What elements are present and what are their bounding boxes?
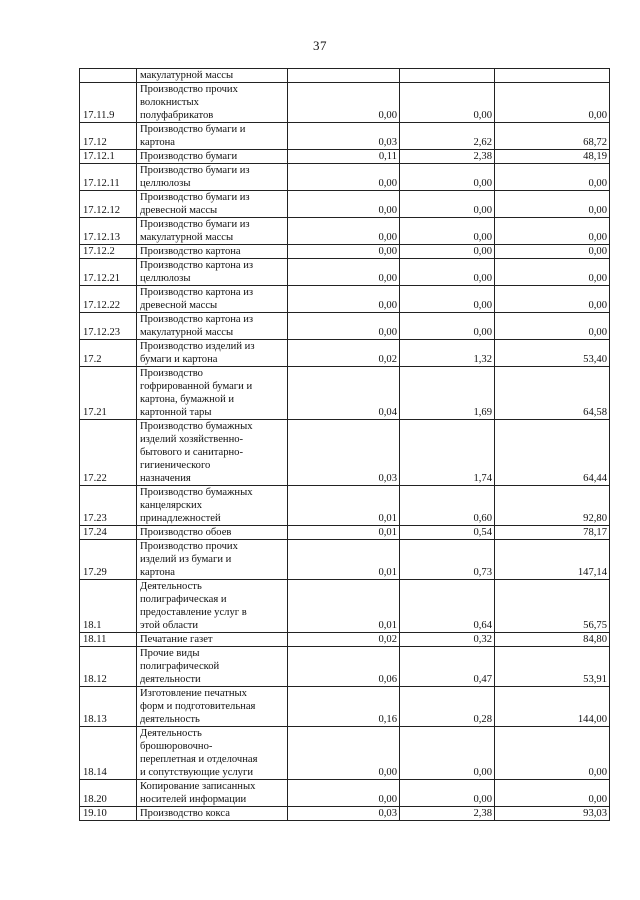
row-code	[80, 69, 137, 83]
row-value-3: 53,91	[495, 647, 610, 687]
row-value-2: 0,64	[400, 580, 495, 633]
row-value-2: 0,00	[400, 218, 495, 245]
row-value-1	[288, 69, 400, 83]
row-code: 17.23	[80, 486, 137, 526]
activity-name-line: Производство	[140, 368, 203, 379]
row-value-1: 0,00	[288, 218, 400, 245]
row-value-1: 0,00	[288, 727, 400, 780]
row-value-2: 2,38	[400, 150, 495, 164]
row-activity-name	[137, 191, 288, 218]
activity-name-line: Деятельность	[140, 728, 202, 739]
row-value-1: 0,00	[288, 245, 400, 259]
activity-name-line: макулатурной массы	[140, 70, 234, 81]
activity-name-line: Производство кокса	[140, 808, 230, 819]
activity-name-line: картона, бумажной и	[140, 394, 235, 405]
table-row	[80, 687, 610, 727]
activity-name-line: этой области	[140, 620, 199, 631]
row-code: 18.11	[80, 633, 137, 647]
row-value-2: 1,69	[400, 367, 495, 420]
activity-name-line: Производство бумажных	[140, 487, 253, 498]
row-activity-name	[137, 807, 288, 821]
table-row	[80, 633, 610, 647]
row-code: 17.21	[80, 367, 137, 420]
table-row	[80, 580, 610, 633]
row-code: 18.1	[80, 580, 137, 633]
table-row	[80, 218, 610, 245]
row-code: 17.12.21	[80, 259, 137, 286]
activity-name-line: гигиенического	[140, 460, 211, 471]
table-row	[80, 727, 610, 780]
activity-name-line: макулатурной массы	[140, 232, 234, 243]
row-code: 18.20	[80, 780, 137, 807]
activity-name-line: Производство обоев	[140, 527, 232, 538]
row-value-2: 0,00	[400, 83, 495, 123]
table-row	[80, 123, 610, 150]
activity-name-line: целлюлозы	[140, 273, 191, 284]
table-row	[80, 83, 610, 123]
row-value-1: 0,01	[288, 526, 400, 540]
row-value-1: 0,01	[288, 580, 400, 633]
row-value-2: 0,60	[400, 486, 495, 526]
row-activity-name	[137, 83, 288, 123]
activity-name-line: бумаги и картона	[140, 354, 218, 365]
row-activity-name	[137, 687, 288, 727]
table-row	[80, 245, 610, 259]
row-value-2: 0,00	[400, 191, 495, 218]
activity-name-line: Производство картона	[140, 246, 241, 257]
activity-name-line: и сопутствующие услуги	[140, 767, 253, 778]
activity-name-line: назначения	[140, 473, 191, 484]
row-activity-name	[137, 164, 288, 191]
activity-name-line: Прочие виды	[140, 648, 200, 659]
activity-name-line: брошюровочно-	[140, 741, 213, 752]
activity-name-line: Производство картона из	[140, 287, 254, 298]
row-value-2: 1,32	[400, 340, 495, 367]
row-code: 17.2	[80, 340, 137, 367]
row-value-2: 2,38	[400, 807, 495, 821]
row-value-3: 78,17	[495, 526, 610, 540]
activity-name-line: Изготовление печатных	[140, 688, 247, 699]
table-row	[80, 647, 610, 687]
row-activity-name	[137, 486, 288, 526]
row-value-3: 0,00	[495, 218, 610, 245]
row-value-3: 64,44	[495, 420, 610, 486]
row-value-1: 0,03	[288, 123, 400, 150]
row-value-1: 0,00	[288, 313, 400, 340]
activity-name-line: деятельности	[140, 674, 201, 685]
activity-name-line: Производство картона из	[140, 260, 254, 271]
row-code: 17.12.1	[80, 150, 137, 164]
activity-name-line: Производство изделий из	[140, 341, 255, 352]
row-value-3: 0,00	[495, 259, 610, 286]
activity-name-line: деятельность	[140, 714, 200, 725]
row-value-2: 0,00	[400, 780, 495, 807]
activity-name-line: канцелярских	[140, 500, 203, 511]
row-code: 17.24	[80, 526, 137, 540]
row-code: 17.12.11	[80, 164, 137, 191]
table-row	[80, 486, 610, 526]
table-row	[80, 526, 610, 540]
row-value-3: 48,19	[495, 150, 610, 164]
row-activity-name	[137, 580, 288, 633]
row-activity-name	[137, 259, 288, 286]
row-value-1: 0,00	[288, 259, 400, 286]
row-code: 17.12.22	[80, 286, 137, 313]
activity-name-line: полиграфическая и	[140, 594, 227, 605]
row-value-3: 68,72	[495, 123, 610, 150]
row-activity-name	[137, 340, 288, 367]
row-activity-name	[137, 633, 288, 647]
row-value-2: 0,00	[400, 259, 495, 286]
row-value-2: 0,47	[400, 647, 495, 687]
activity-name-line: Производство бумаги из	[140, 219, 250, 230]
row-value-3: 0,00	[495, 780, 610, 807]
activity-name-line: Производство картона из	[140, 314, 254, 325]
activity-name-line: носителей информации	[140, 794, 247, 805]
row-activity-name	[137, 150, 288, 164]
table-row	[80, 540, 610, 580]
row-value-1: 0,16	[288, 687, 400, 727]
row-value-1: 0,11	[288, 150, 400, 164]
activity-name-line: предоставление услуг в	[140, 607, 247, 618]
table-row	[80, 164, 610, 191]
row-activity-name	[137, 727, 288, 780]
activity-name-line: переплетная и отделочная	[140, 754, 258, 765]
row-value-2: 1,74	[400, 420, 495, 486]
row-value-3: 0,00	[495, 83, 610, 123]
row-code: 17.29	[80, 540, 137, 580]
row-value-3	[495, 69, 610, 83]
activity-name-line: целлюлозы	[140, 178, 191, 189]
activity-name-line: полуфабрикатов	[140, 110, 214, 121]
activity-name-line: картона	[140, 567, 176, 578]
row-value-3: 64,58	[495, 367, 610, 420]
activity-name-line: волокнистых	[140, 97, 199, 108]
row-value-1: 0,02	[288, 340, 400, 367]
activity-name-line: Производство прочих	[140, 84, 238, 95]
row-value-2: 0,00	[400, 727, 495, 780]
activity-name-line: гофрированной бумаги и	[140, 381, 253, 392]
row-value-1: 0,04	[288, 367, 400, 420]
table-row	[80, 286, 610, 313]
row-code: 17.12.13	[80, 218, 137, 245]
activity-name-line: древесной массы	[140, 205, 218, 216]
table-row	[80, 313, 610, 340]
row-code: 17.12.2	[80, 245, 137, 259]
row-value-3: 147,14	[495, 540, 610, 580]
row-value-1: 0,03	[288, 420, 400, 486]
row-value-2: 0,32	[400, 633, 495, 647]
table-row	[80, 69, 610, 83]
table-body	[80, 69, 610, 821]
row-value-2: 2,62	[400, 123, 495, 150]
activity-name-line: полиграфической	[140, 661, 220, 672]
row-code: 17.12.12	[80, 191, 137, 218]
row-value-1: 0,00	[288, 83, 400, 123]
activity-name-line: Производство прочих	[140, 541, 238, 552]
table-row	[80, 150, 610, 164]
row-code: 17.22	[80, 420, 137, 486]
row-value-3: 0,00	[495, 727, 610, 780]
activity-name-line: Производство бумаги и	[140, 124, 246, 135]
activity-name-line: изделий из бумаги и	[140, 554, 232, 565]
row-activity-name	[137, 420, 288, 486]
row-value-1: 0,01	[288, 540, 400, 580]
activity-name-line: картона	[140, 137, 176, 148]
row-code: 17.12.23	[80, 313, 137, 340]
row-value-2: 0,28	[400, 687, 495, 727]
row-value-1: 0,00	[288, 780, 400, 807]
activity-name-line: Производство бумаги	[140, 151, 238, 162]
row-value-1: 0,02	[288, 633, 400, 647]
row-value-3: 144,00	[495, 687, 610, 727]
activity-name-line: Производство бумаги из	[140, 192, 250, 203]
table-row	[80, 780, 610, 807]
row-activity-name	[137, 313, 288, 340]
row-value-2: 0,54	[400, 526, 495, 540]
row-value-1: 0,00	[288, 191, 400, 218]
row-activity-name	[137, 780, 288, 807]
row-value-3: 0,00	[495, 164, 610, 191]
row-activity-name	[137, 218, 288, 245]
row-value-3: 84,80	[495, 633, 610, 647]
industry-table	[79, 68, 610, 821]
row-value-3: 53,40	[495, 340, 610, 367]
table-row	[80, 367, 610, 420]
row-value-1: 0,06	[288, 647, 400, 687]
row-activity-name	[137, 69, 288, 83]
table-row	[80, 340, 610, 367]
activity-name-line: Копирование записанных	[140, 781, 256, 792]
row-value-1: 0,00	[288, 286, 400, 313]
row-value-2: 0,73	[400, 540, 495, 580]
row-code: 18.13	[80, 687, 137, 727]
activity-name-line: Производство бумаги из	[140, 165, 250, 176]
row-activity-name	[137, 367, 288, 420]
page-number: 37	[313, 38, 327, 53]
row-value-2: 0,00	[400, 164, 495, 191]
activity-name-line: форм и подготовительная	[140, 701, 256, 712]
table-row	[80, 259, 610, 286]
row-code: 19.10	[80, 807, 137, 821]
row-code: 17.11.9	[80, 83, 137, 123]
activity-name-line: принадлежностей	[140, 513, 221, 524]
activity-name-line: изделий хозяйственно-	[140, 434, 244, 445]
row-activity-name	[137, 540, 288, 580]
activity-name-line: Производство бумажных	[140, 421, 253, 432]
table-row	[80, 420, 610, 486]
row-value-1: 0,00	[288, 164, 400, 191]
row-code: 18.12	[80, 647, 137, 687]
row-value-3: 92,80	[495, 486, 610, 526]
row-value-3: 93,03	[495, 807, 610, 821]
row-value-3: 0,00	[495, 245, 610, 259]
row-activity-name	[137, 526, 288, 540]
activity-name-line: Печатание газет	[140, 634, 213, 645]
row-value-2: 0,00	[400, 286, 495, 313]
row-activity-name	[137, 286, 288, 313]
row-value-1: 0,01	[288, 486, 400, 526]
row-activity-name	[137, 647, 288, 687]
table-row	[80, 807, 610, 821]
activity-name-line: картонной тары	[140, 407, 212, 418]
activity-name-line: древесной массы	[140, 300, 218, 311]
row-value-3: 0,00	[495, 286, 610, 313]
row-value-3: 56,75	[495, 580, 610, 633]
row-value-1: 0,03	[288, 807, 400, 821]
row-code: 17.12	[80, 123, 137, 150]
activity-name-line: макулатурной массы	[140, 327, 234, 338]
row-value-2	[400, 69, 495, 83]
row-value-2: 0,00	[400, 245, 495, 259]
table-row	[80, 191, 610, 218]
row-activity-name	[137, 123, 288, 150]
row-value-2: 0,00	[400, 313, 495, 340]
activity-name-line: бытового и санитарно-	[140, 447, 243, 458]
row-activity-name	[137, 245, 288, 259]
row-code: 18.14	[80, 727, 137, 780]
row-value-3: 0,00	[495, 191, 610, 218]
activity-name-line: Деятельность	[140, 581, 202, 592]
row-value-3: 0,00	[495, 313, 610, 340]
